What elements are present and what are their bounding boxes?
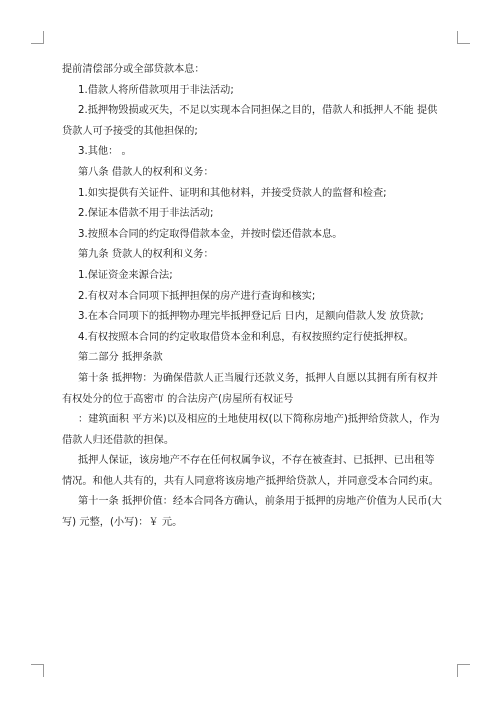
paragraph: 第十一条 抵押价值：经本合同各方确认，前条用于抵押的房地产价值为人民币(大写) 元整，(小写)：￥ 元。 <box>62 496 442 529</box>
list-item: 2.抵押物毁损或灭失，不足以实现本合同担保之目的，借款人和抵押人不能 提供贷款人可予接受的其他担保的; <box>62 105 438 137</box>
crop-mark-bottom-right <box>457 664 470 677</box>
list-item: 1.保证资金来源合法; <box>78 269 173 281</box>
list-item: 1.如实提供有关证件、证明和其他材料，并接受贷款人的监督和检查; <box>78 187 387 199</box>
document-body <box>62 60 442 534</box>
paragraph: ：建筑面积 平方米)以及相应的土地使用权(以下简称房地产)抵押给贷款人，作为借款人归还借款的担保。 <box>62 414 440 446</box>
crop-mark-top-right <box>457 31 470 44</box>
list-item: 1.借款人将所借款项用于非法活动; <box>78 84 234 96</box>
list-item: 4.有权按照本合同的约定收取借贷本金和利息，有权按照约定行使抵押权。 <box>78 331 414 343</box>
list-item: 3.其他： 。 <box>78 146 132 158</box>
paragraph: 提前清偿部分或全部贷款本息： <box>62 64 205 75</box>
section-heading: 第八条 借款人的权利和义务： <box>78 166 214 178</box>
crop-mark-top-left <box>31 31 44 44</box>
paragraph: 抵押人保证，该房地产不存在任何权属争议，不存在被查封、已抵押、已出租等情况。和他人共有的，共有人同意将该房地产抵押给贷款人，并同意受本合同约束。 <box>62 455 439 487</box>
list-item: 2.有权对本合同项下抵押担保的房产进行查询和核实; <box>78 290 316 302</box>
list-item: 2.保证本借款不用于非法活动; <box>78 208 214 220</box>
list-item: 3.在本合同项下的抵押物办理完毕抵押登记后 日内，足额向借款人发 放贷款; <box>78 311 424 323</box>
section-heading: 第二部分 抵押条款 <box>78 352 163 364</box>
crop-mark-bottom-left <box>31 664 44 677</box>
list-item: 3.按照本合同的约定取得借款本金，并按时偿还借款本息。 <box>78 228 343 240</box>
section-heading: 第九条 贷款人的权利和义务： <box>78 249 214 261</box>
paragraph: 第十条 抵押物：为确保借款人正当履行还款义务，抵押人自愿以其拥有所有权并有权处分的位于高密市 的合法房产(房屋所有权证号 <box>62 372 438 405</box>
